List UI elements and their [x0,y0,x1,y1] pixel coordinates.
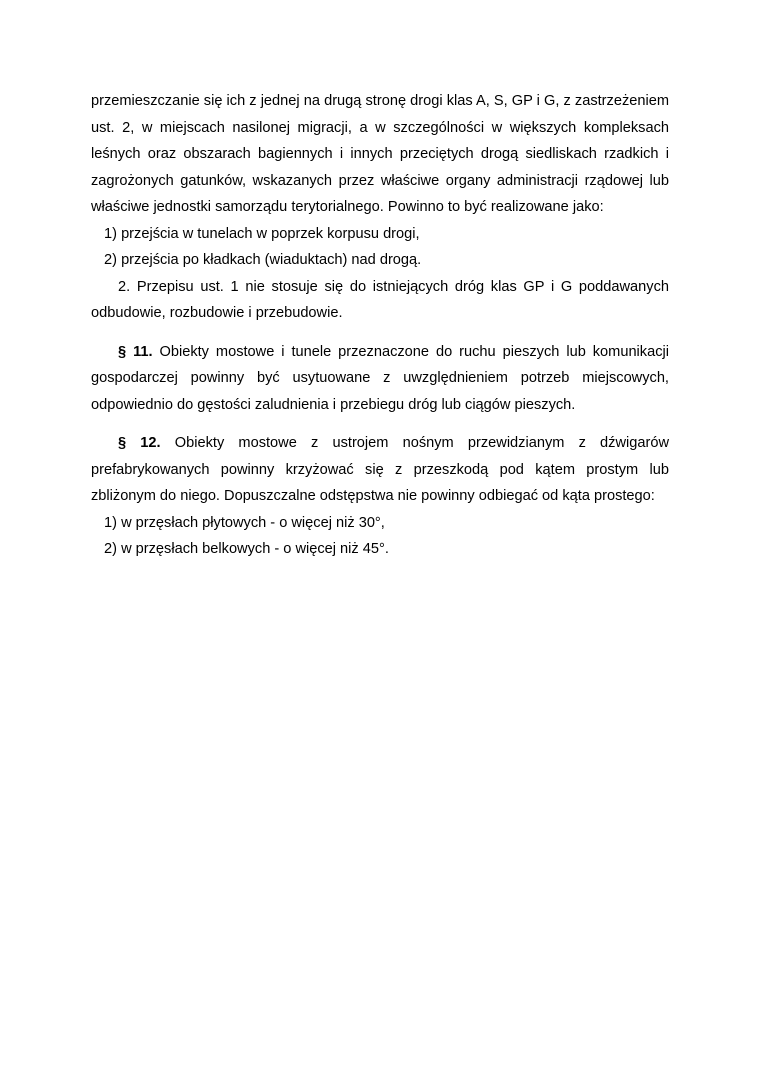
list-item [91,221,669,248]
list-text: w przęsłach płytowych - o więcej niż 30°, [121,514,385,531]
list-text: w przęsłach belkowych - o więcej niż 45°. [121,541,389,557]
list-number: 1) [104,225,117,242]
paragraph-continuation: przemieszczanie się ich z jednej na drugą stronę drogi klas A, S, GP i G, z zastrzeżeniem ust. 2, w miejscach nasilonej migracji, a w szczególności w większych kompleksach leśnych oraz obszarach bagiennych i innych przeciętych drogą siedliskach rzadkich i zagrożonych gatunków, wskazanych przez właściwe organy administracji rządowej lub właściwe jednostki samorządu terytorialnego. Powinno to być realizowane jako: [91,93,669,215]
section-11-text: Obiekty mostowe i tunele przeznaczone do ruchu pieszych lub komunikacji gospodarczej powinny być usytuowane z uwzględnieniem potrzeb miejscowych, odpowiednio do gęstości zaludnienia i przebiegu dróg lub ciągów pieszych. [91,343,669,413]
list-number: 2) [104,541,117,557]
section-12-text: Obiekty mostowe z ustrojem nośnym przewidzianym z dźwigarów prefabrykowanych powinny krzyżować się z przeszkodą pod kątem prostym lub zbliżonym do niego. Dopuszczalne odstępstwa nie powinny odbiegać od kąta prostego: [91,435,669,504]
document-page [91,88,669,563]
list-number: 2) [104,252,117,268]
paragraph-section-11 [91,339,669,419]
list-text: przejścia po kładkach (wiaduktach) nad drogą. [121,252,422,268]
list-item [91,536,669,563]
list-text: przejścia w tunelach w poprzek korpusu drogi, [121,225,420,242]
section-11-label: § 11. [118,343,153,360]
section-12-label: § 12. [118,435,161,451]
list-item [91,247,669,274]
paragraph-section-12 [91,430,669,510]
paragraph-ust2: 2. Przepisu ust. 1 nie stosuje się do istniejących dróg klas GP i G poddawanych odbudowie, rozbudowie i przebudowie. [91,278,669,321]
list-item [91,510,669,537]
list-number: 1) [104,514,117,531]
